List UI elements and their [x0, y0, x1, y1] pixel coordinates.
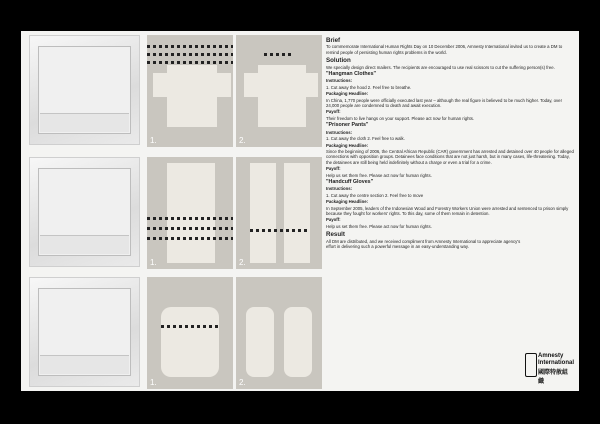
prisoner-pants-step-1-photo: [147, 157, 233, 269]
hangman-clothes-step-2-photo: [236, 35, 322, 147]
logo-name-chinese: 國際特赦組織: [538, 370, 569, 385]
payoff-label: Payoff:: [326, 217, 341, 223]
payoff-text: Their freedom to live hangs on your support. Please act now for human rights.: [326, 115, 475, 121]
instructions-label: Instructions:: [326, 78, 353, 84]
logo-name-line2: International: [538, 359, 575, 366]
instructions-text: 1. Cut away the hood 2. Feel free to breathe.: [326, 84, 412, 90]
section-title-prisoner: "Prisoner Pants": [326, 122, 369, 129]
step-number-1: 1.: [150, 258, 157, 267]
solution-heading: Solution: [326, 57, 351, 65]
instructions-text: 1. Cut away the cloth 2. Feel free to walk.: [326, 136, 405, 142]
amnesty-logo: [525, 353, 573, 387]
candle-icon: [525, 353, 537, 377]
case-study-text: [326, 35, 574, 250]
instructions-label: Instructions:: [326, 186, 353, 192]
package-label: [40, 355, 129, 374]
prisoner-pants-step-2-photo: [236, 157, 322, 269]
brief-text: To commemorate International Human Rights Day on 10 December 2006, Amnesty International invited us to create a DM to remind people of persisting human rights problems in the world.: [326, 44, 563, 55]
prisoner-pants-package: [29, 157, 140, 267]
logo-name-line1: Amnesty: [538, 353, 564, 359]
section-title-hangman: "Hangman Clothes": [326, 71, 377, 78]
step-number-1: 1.: [150, 136, 157, 145]
headline-text: In September 2005, leaders of the Indonesian Wood and Forestry Workers Union were arrested and sentenced to prison simply because they fought for workers' rights. To this day, some of them remain in detention.: [326, 205, 569, 216]
payoff-text: Help us set them free. Please act now for human rights.: [326, 172, 432, 178]
step-number-2: 2.: [239, 258, 246, 267]
payoff-label: Payoff:: [326, 109, 341, 115]
step-number-2: 2.: [239, 136, 246, 145]
hangman-clothes-package: [29, 35, 140, 145]
headline-label: Packaging Headline:: [326, 91, 369, 97]
solution-text: We specially design direct mailers. The recipients are encouraged to use real scissors to cut the suffering person(s) free.: [326, 64, 555, 70]
headline-label: Packaging Headline:: [326, 199, 369, 205]
instructions-label: Instructions:: [326, 129, 353, 135]
package-label: [40, 235, 129, 254]
result-heading: Result: [326, 231, 345, 239]
payoff-label: Payoff:: [326, 166, 341, 172]
step-number-2: 2.: [239, 378, 246, 387]
presentation-board: [21, 31, 579, 391]
payoff-text: Help us set them free. Please act now for human rights.: [326, 223, 432, 229]
headline-text: Since the beginning of 2006, the Central African Republic (CAR) government has arrested and detained over 40 people for alleged connections with opposition groups. Detainees face conditions that are not just harsh, but in many cases, life-threatening. Today, the detainees are still being held indefinitely without a charge or even a trial for a crime.: [326, 148, 574, 165]
package-label: [40, 113, 129, 132]
handcuff-gloves-package: [29, 277, 140, 387]
section-title-handcuff: "Handcuff Gloves": [326, 178, 374, 185]
hangman-clothes-step-1-photo: [147, 35, 233, 147]
handcuff-gloves-step-2-photo: [236, 277, 322, 389]
brief-heading: Brief: [326, 37, 341, 44]
headline-label: Packaging Headline:: [326, 142, 369, 148]
handcuff-gloves-step-1-photo: [147, 277, 233, 389]
result-text: All DM are distributed, and we received compliment from Amnesty International to appreciate agency's effort in delivering such a powerful message in an easy-understanding way.: [326, 238, 521, 249]
headline-text: In China, 1,770 people were officially executed last year – although the real figure is believed to be much higher. Today, over 24,000 people are condemned to death and await execution.: [326, 97, 562, 109]
instructions-text: 1. Cut away the centre section 2. Feel free to move: [326, 192, 424, 198]
step-number-1: 1.: [150, 378, 157, 387]
